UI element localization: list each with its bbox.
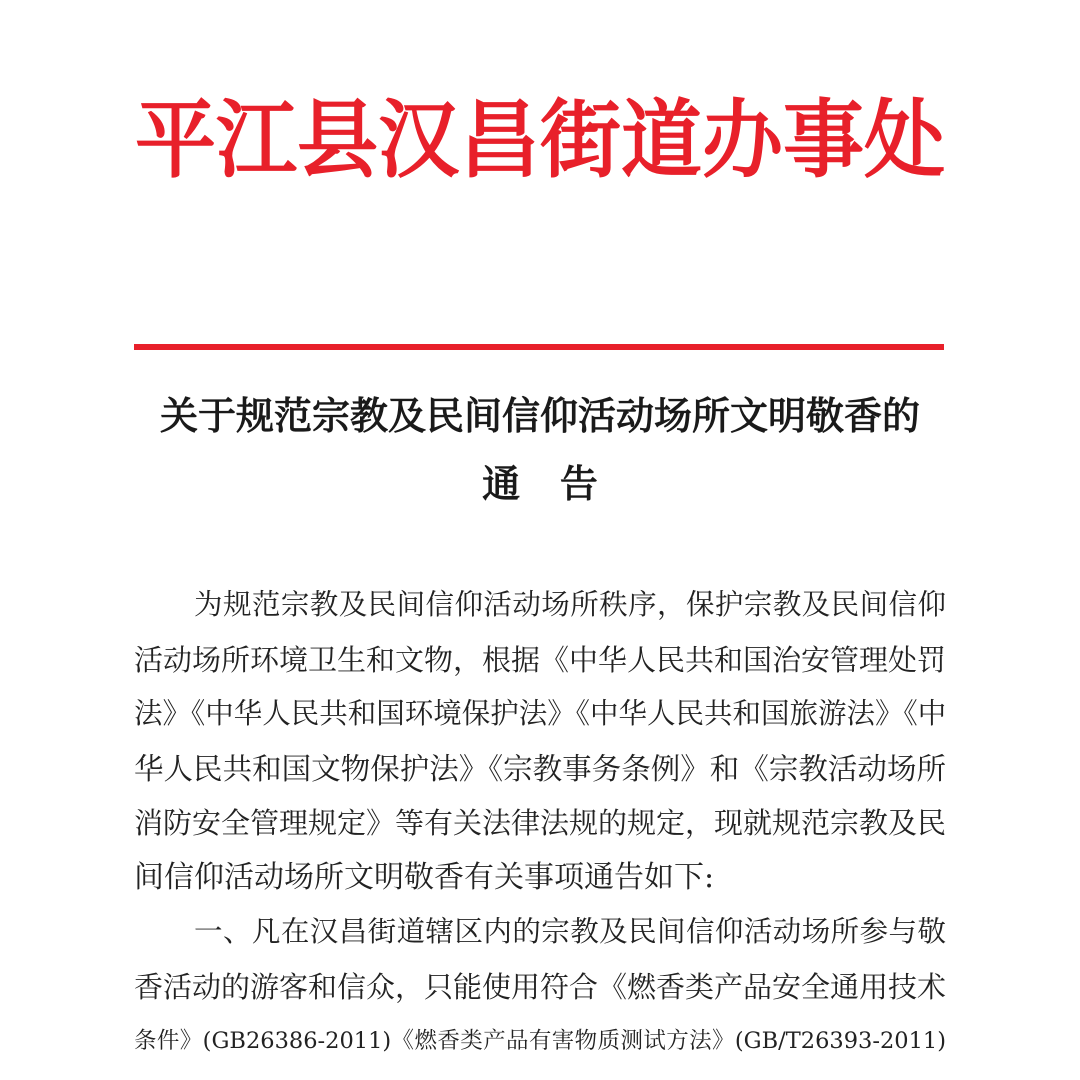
body-line: 条件》(GB26386-2011)《燃香类产品有害物质测试方法》(GB/T26393-2011): [134, 1028, 946, 1054]
body-line: 华人民共和国文物保护法》《宗教事务条例》和《宗教活动场所: [134, 751, 946, 786]
letterhead-red-rule: [134, 344, 944, 350]
body-line: 消防安全管理规定》等有关法律法规的规定，现就规范宗教及民: [134, 806, 947, 840]
body-line: 法》《中华人民共和国环境保护法》《中华人民共和国旅游法》《中: [134, 697, 947, 730]
body-line: 间信仰活动场所文明敬香有关事项通告如下:: [134, 859, 715, 895]
document-body: [134, 578, 946, 1069]
letterhead-org-name: 平江县汉昌街道办事处: [134, 90, 945, 191]
document-title: 关于规范宗教及民间信仰活动场所文明敬香的: [159, 393, 920, 438]
body-line: 一、凡在汉昌街道辖区内的宗教及民间信仰活动场所参与敬: [194, 915, 946, 948]
document-title-notice: 通 告: [482, 461, 598, 506]
body-line: 为规范宗教及民间信仰活动场所秩序，保护宗教及民间信仰: [194, 588, 946, 621]
body-line: 活动场所环境卫生和文物，根据《中华人民共和国治安管理处罚: [134, 642, 947, 677]
body-line: 香活动的游客和信众，只能使用符合《燃香类产品安全通用技术: [134, 969, 947, 1004]
